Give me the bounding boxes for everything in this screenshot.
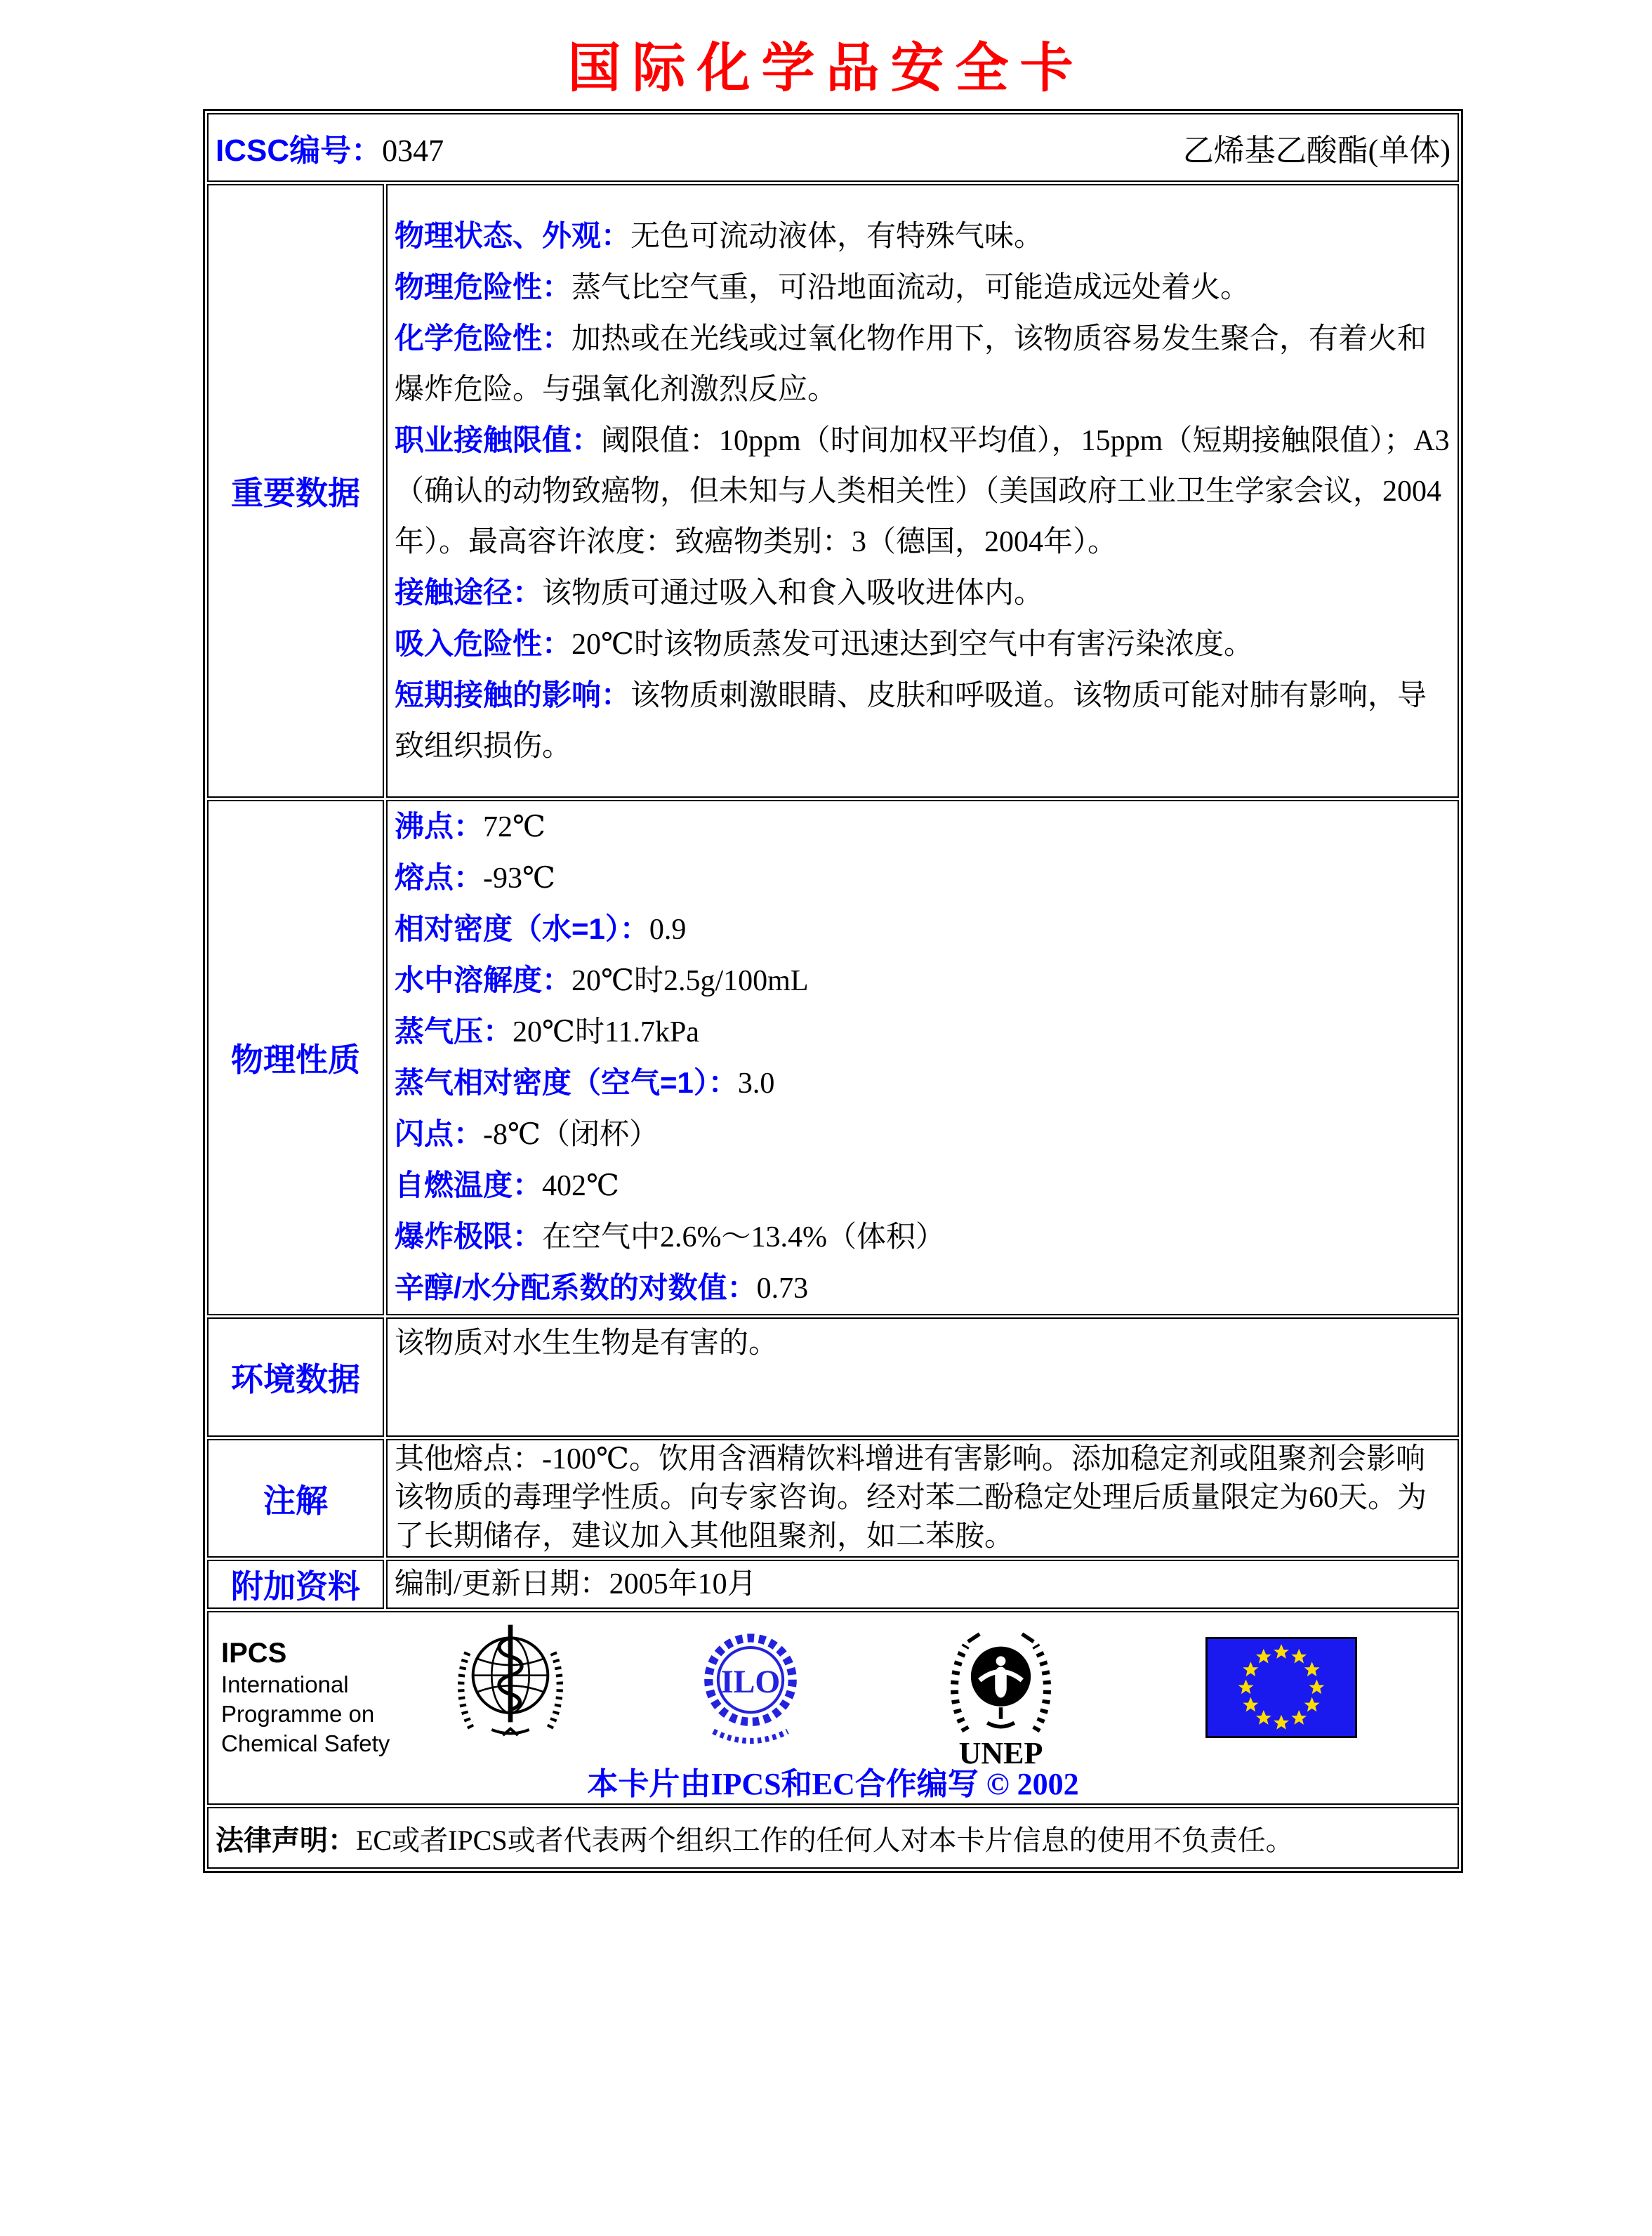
property-label: 职业接触限值： [395,423,602,456]
property-row [395,1211,1451,1263]
legal-row [207,1807,1459,1869]
section-label-important-data: 重要数据 [207,184,384,798]
property-row [395,1263,1451,1314]
property-row [395,1058,1451,1109]
property-row [395,1160,1451,1211]
legal-text: EC或者IPCS或者代表两个组织工作的任何人对本卡片信息的使用不负责任。 [356,1824,1294,1856]
header-row [207,113,1459,182]
property-row [395,1109,1451,1160]
property-label: 辛醇/水分配系数的对数值： [395,1271,757,1304]
property-label: 蒸气相对密度（空气=1）： [395,1066,738,1099]
property-value: 蒸气比空气重，可沿地面流动，可能造成远处着火。 [571,271,1250,304]
property-value: 0.9 [649,914,687,946]
property-label: 物理状态、外观： [395,218,631,252]
icsc-number-group [216,125,444,170]
section-label-additional-info: 附加资料 [207,1560,384,1609]
property-label: 接触途径： [395,575,543,609]
property-label: 物理危险性： [395,270,572,303]
section-physical-properties [207,800,1459,1315]
section-label-notes: 注解 [207,1439,384,1558]
property-label: 闪点： [395,1117,484,1150]
property-row [395,619,1451,670]
section-content-important-data [386,184,1459,798]
section-content-physical-properties [386,800,1459,1315]
property-label: 自燃温度： [395,1169,543,1202]
ipcs-line: Chemical Safety [221,1730,390,1756]
logo-row [209,1617,1458,1770]
property-value: 20℃时该物质蒸发可迅速达到空气中有害污染浓度。 [571,628,1254,661]
property-value: -93℃ [483,862,555,895]
who-emblem-icon [454,1617,567,1758]
notes-text: 其他熔点：-100℃。饮用含酒精饮料增进有害影响。添加稳定剂或阻聚剂会影响该物质的毒理学性质。向专家咨询。经对苯二酚稳定处理后质量限定为60天。为了长期储存，建议加入其他阻聚剂，如二苯胺。 [395,1443,1427,1553]
property-row [395,567,1451,619]
unep-letters: UNEP [958,1736,1043,1770]
property-label: 沸点： [395,810,484,843]
property-value: 20℃时11.7kPa [513,1016,699,1048]
property-label: 蒸气压： [395,1015,513,1048]
legal-cell [207,1807,1459,1869]
property-value: 0.73 [756,1272,809,1305]
footer-logos-cell [207,1611,1459,1805]
page-title: 国际化学品安全卡 [567,37,1085,99]
section-environmental-data [207,1317,1459,1437]
header-cell [207,113,1459,182]
property-label: 化学危险性： [395,321,572,355]
property-row [395,415,1451,567]
icsc-card-table [203,109,1463,1873]
environmental-text: 该物质对水生生物是有害的。 [395,1327,779,1360]
property-row [395,853,1451,904]
property-value: 该物质可通过吸入和食入吸收进体内。 [542,577,1044,610]
property-row [395,955,1451,1006]
section-additional-info [207,1560,1459,1609]
property-row [395,313,1451,415]
legal-label: 法律声明： [216,1824,356,1856]
property-value: -8℃（闭杯） [483,1119,659,1151]
section-label-physical-properties: 物理性质 [207,800,384,1315]
eu-flag-icon [1205,1637,1357,1738]
property-label: 吸入危险性： [395,626,572,660]
property-value: 20℃时2.5g/100mL [571,965,809,997]
property-label: 熔点： [395,861,484,894]
section-content-notes [386,1439,1459,1558]
property-value: 加热或在光线或过氧化物作用下，该物质容易发生聚合，有着火和爆炸危险。与强氧化剂激烈反应。 [395,322,1427,406]
ipcs-line: Programme on [221,1701,375,1727]
property-row [395,1006,1451,1058]
property-value: 无色可流动液体，有特殊气味。 [630,220,1044,253]
ipcs-text-block [221,1636,390,1758]
caption-copyright: © 2002 [986,1767,1079,1801]
property-label: 水中溶解度： [395,964,572,997]
ilo-letters: ILO [720,1663,781,1699]
property-value: 该物质刺激眼睛、皮肤和呼吸道。该物质可能对肺有影响，导致组织损伤。 [395,679,1427,763]
property-value: 在空气中2.6%～13.4%（体积） [542,1221,945,1254]
property-row [395,904,1451,955]
chemical-name: 乙烯基乙酸酯(单体) [1182,133,1451,168]
property-value: 阈限值：10ppm（时间加权平均值），15ppm（短期接触限值）；A3（确认的动物致癌物，但未知与人类相关性）（美国政府工业卫生学家会议，2004年）。最高容许浓度：致癌物类别：3（德国，2004年）。 [395,424,1450,558]
footer-logos-row [207,1611,1459,1805]
property-row [395,670,1451,772]
section-content-additional-info [386,1560,1459,1609]
caption-text: 本卡片由IPCS和EC合作编写 [587,1767,979,1801]
section-notes [207,1439,1459,1558]
section-content-environmental-data [386,1317,1459,1437]
ipcs-acronym: IPCS [221,1638,287,1669]
property-row [395,262,1451,313]
icsc-number-label: ICSC编号： [216,133,383,168]
property-value: 3.0 [737,1067,775,1100]
footer-caption [209,1758,1458,1803]
ipcs-line: International [221,1671,349,1697]
section-important-data [207,184,1459,798]
property-label: 相对密度（水=1）： [395,912,649,945]
property-label: 爆炸极限： [395,1220,543,1253]
property-label: 短期接触的影响： [395,678,631,711]
section-label-environmental-data: 环境数据 [207,1317,384,1437]
unep-emblem-icon [943,1617,1059,1771]
additional-info-text: 编制/更新日期：2005年10月 [395,1567,757,1600]
property-value: 72℃ [483,811,546,843]
property-value: 402℃ [542,1170,619,1202]
property-row [395,801,1451,853]
property-row [395,211,1451,262]
ilo-emblem-icon [698,1621,803,1754]
icsc-number-value: 0347 [382,133,444,168]
